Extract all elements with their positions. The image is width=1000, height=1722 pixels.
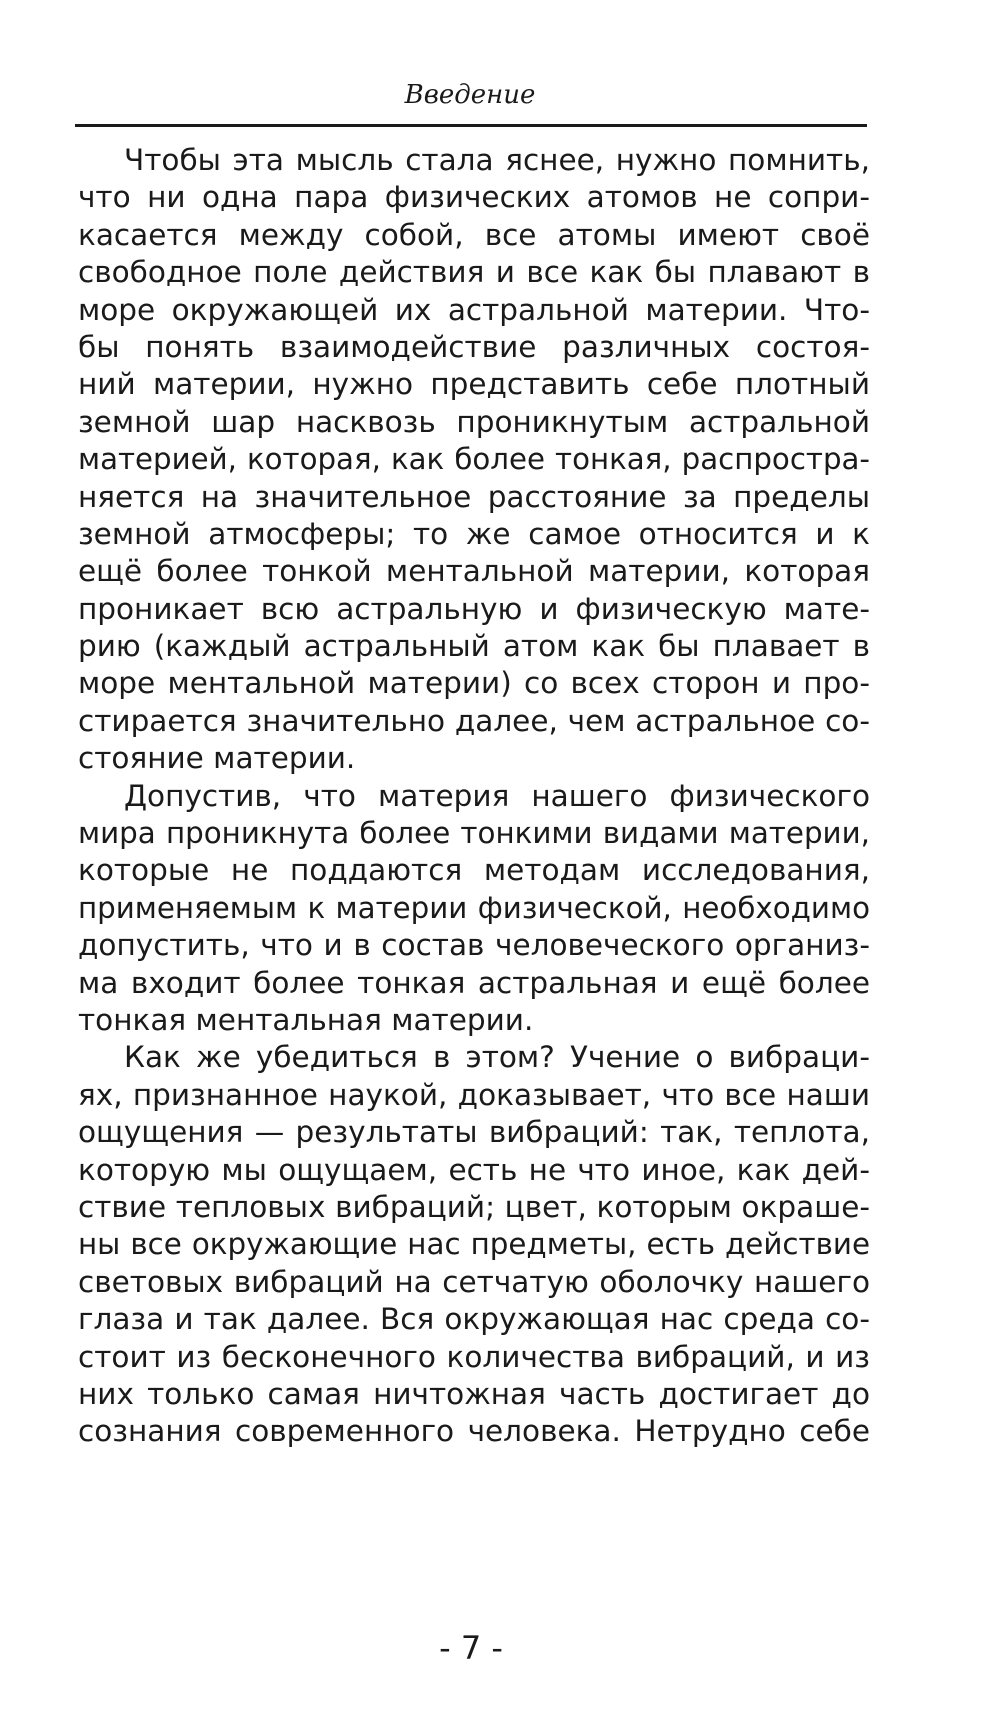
text-line: что ни одна пара физических атомов не сопри- <box>78 180 870 215</box>
text-line: проникает всю астральную и физическую мате- <box>78 591 870 626</box>
text-line: применяемым к материи физической, необходимо <box>78 890 870 925</box>
text-line: них только самая ничтожная часть достигает до <box>78 1376 870 1411</box>
text-line: Как же убедиться в этом? Учение о вибраци- <box>124 1040 870 1075</box>
text-line: ещё более тонкой ментальной материи, которая <box>78 554 870 589</box>
text-line: земной шар насквозь проникнутым астральной <box>78 404 870 439</box>
text-line: ствие тепловых вибраций; цвет, которым окраше- <box>78 1189 870 1224</box>
text-line: глаза и так далее. Вся окружающая нас среда со- <box>78 1302 870 1337</box>
header-rule <box>75 124 867 127</box>
text-line: рию (каждый астральный атом как бы плавает в <box>78 629 870 664</box>
text-line: сознания современного человека. Нетрудно себе <box>78 1414 870 1449</box>
text-line: которые не поддаются методам исследования, <box>78 853 870 888</box>
text-line: море окружающей их астральной материи. Что- <box>78 292 870 327</box>
text-line: стояние материи. <box>78 741 356 776</box>
page-number: - 7 - <box>439 1629 503 1667</box>
text-line: материей, которая, как более тонкая, распростра- <box>78 442 870 477</box>
text-line: Чтобы эта мысль стала яснее, нужно помнить, <box>124 143 870 177</box>
text-line: ощущения — результаты вибраций: так, теплота, <box>78 1115 870 1150</box>
text-line: няется на значительное расстояние за пределы <box>78 479 870 514</box>
text-line: мира проникнута более тонкими видами материи, <box>78 816 870 851</box>
text-line: ях, признанное наукой, доказывает, что все наши <box>78 1077 870 1112</box>
text-line: ний материи, нужно представить себе плотный <box>78 367 870 402</box>
text-line: стирается значительно далее, чем астральное со- <box>78 703 870 738</box>
text-line: ма входит более тонкая астральная и ещё более <box>78 965 870 1000</box>
text-line: земной атмосферы; то же самое относится и к <box>78 516 870 551</box>
text-line: световых вибраций на сетчатую оболочку нашего <box>78 1264 870 1299</box>
text-line: ны все окружающие нас предметы, есть действие <box>78 1227 870 1262</box>
text-line: море ментальной материи) со всех сторон и про- <box>78 666 870 701</box>
text-line: допустить, что и в состав человеческого организ- <box>78 928 870 963</box>
text-line: стоит из бесконечного количества вибраций, и из <box>78 1339 870 1374</box>
text-line: бы понять взаимодействие различных состоя- <box>78 329 870 364</box>
text-line: тонкая ментальная материи. <box>78 1002 534 1037</box>
paragraph-2 <box>78 778 870 1040</box>
paragraph-1 <box>78 142 870 778</box>
text-line: касается между собой, все атомы имеют своё <box>78 217 870 252</box>
running-head: Введение <box>404 80 536 110</box>
body-text <box>78 142 870 1451</box>
text-line: Допустив, что материя нашего физического <box>124 778 870 813</box>
text-line: свободное поле действия и все как бы плавают в <box>78 255 870 290</box>
text-line: которую мы ощущаем, есть не что иное, как дей- <box>78 1152 870 1187</box>
paragraph-3 <box>78 1039 870 1450</box>
